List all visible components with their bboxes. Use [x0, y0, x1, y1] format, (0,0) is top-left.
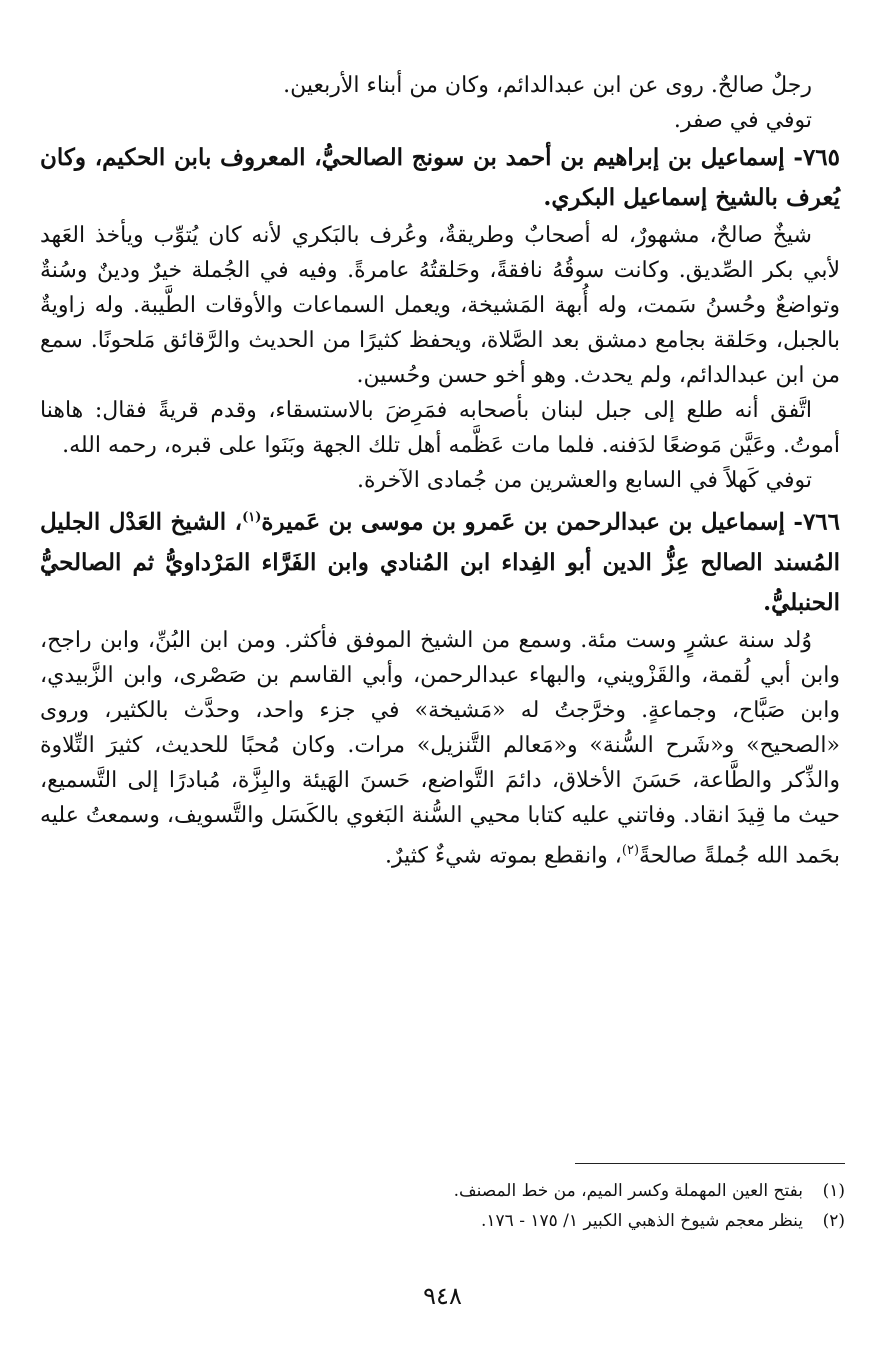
- entry-766-heading: [40, 498, 840, 623]
- footnote-number: (٢): [822, 1211, 845, 1231]
- heading-text: ، الشيخ العَدْل الجليل المُسند الصالح عِزُّ الدين أبو الفِداء ابن المُنادي وابن الفَرَّاء المَرْداويُّ ثم الصالحيُّ الحنبليُّ.: [40, 508, 840, 616]
- footnote-item: [45, 1206, 845, 1236]
- footnote-divider: [575, 1163, 845, 1164]
- intro-text: [40, 68, 840, 138]
- footnote-number: (١): [822, 1181, 845, 1201]
- page-content: [40, 68, 840, 873]
- footnote-marker: (١): [242, 510, 262, 525]
- paragraph-text: ، وانقطع بموته شيءٌ كثيرٌ.: [384, 842, 622, 868]
- entry-765-body: [40, 218, 840, 498]
- paragraph: شيخٌ صالحٌ، مشهورٌ، له أصحابٌ وطريقةٌ، وعُرف بالبَكري لأنه كان يُتوِّب ويأخذ العَهد لأبي بكر الصِّديق. وكانت سوقُهُ نافقةً، وحَلقتُهُ عامرةً. وفيه في الجُملة خيرٌ ودينٌ وسُنةٌ وتواضعٌ وحُسنُ سَمت، وله أُبهة المَشيخة، ويعمل السماعات والأوقات الطَّيبة. وله زاويةٌ بالجبل، وحَلقة بجامع دمشق بعد الصَّلاة، ويحفظ كثيرًا من الحديث والرَّقائق مَلحونًا. سمع من ابن عبدالدائم، ولم يحدث. وهو أخو حسن وحُسين.: [40, 223, 840, 388]
- footnote-item: [45, 1176, 845, 1206]
- heading-text: ٧٦٦- إسماعيل بن عبدالرحمن بن عَمرو بن موسى بن عَميرة: [261, 508, 840, 536]
- page-number: ٩٤٨: [423, 1282, 462, 1310]
- footnote-text: بفتح العين المهملة وكسر الميم، من خط المصنف.: [453, 1181, 803, 1201]
- paragraph-text: وُلد سنة عشرٍ وست مئة. وسمع من الشيخ الموفق فأكثر. ومن ابن البُنِّ، وابن راجح، وابن أبي لُقمة، والقَزْويني، والبهاء عبدالرحمن، وأبي القاسم بن صَصْرى، وابن الزَّبيدي، وابن صَبَّاح، وجماعةٍ. وخرَّجتُ له «مَشيخة» في جزء واحد، وحدَّث بالكثير، وروى «الصحيح» و«شَرح السُّنة» و«مَعالم التَّنزيل» مرات. وكان مُحبًا للحديث، كثيرَ التِّلاوة والذِّكر والطَّاعة، حَسَنَ الأخلاق، دائمَ التَّواضع، حَسنَ الهَيئة والبِزَّة، مُبادرًا إلى التَّسميع، حيث ما قِيدَ انقاد. وفاتني عليه كتابا محيي السُّنة البَغوي بالكَسَل والتَّسويف، وسمعتُ عليه بحَمد الله جُملةً صالحةً: [40, 627, 840, 868]
- paragraph: توفي كَهلاً في السابع والعشرين من جُمادى الآخرة.: [356, 468, 812, 493]
- paragraph: توفي في صفر.: [673, 108, 812, 133]
- entry-765-heading: ٧٦٥- إسماعيل بن إبراهيم بن أحمد بن سونج الصالحيُّ، المعروف بابن الحكيم، وكان يُعرف بالشيخ إسماعيل البكري.: [40, 144, 840, 211]
- footnote-marker: (٢): [621, 842, 640, 858]
- footnote-text: ينظر معجم شيوخ الذهبي الكبير ١/ ١٧٥ - ١٧٦.: [480, 1211, 803, 1231]
- paragraph: [40, 623, 840, 873]
- paragraph: رجلٌ صالحٌ. روى عن ابن عبدالدائم، وكان من أبناء الأربعين.: [283, 73, 812, 98]
- entry-766-body: [40, 623, 840, 873]
- paragraph: اتَّفق أنه طلع إلى جبل لبنان بأصحابه فمَرِضَ بالاستسقاء، وقدم قريةً فقال: هاهنا أموتُ. وعَيَّن مَوضعًا لدَفنه. فلما مات عَظَّمه أهل تلك الجهة وبَنَوا على قبره، رحمه الله.: [40, 398, 840, 458]
- footnotes: [45, 1176, 845, 1236]
